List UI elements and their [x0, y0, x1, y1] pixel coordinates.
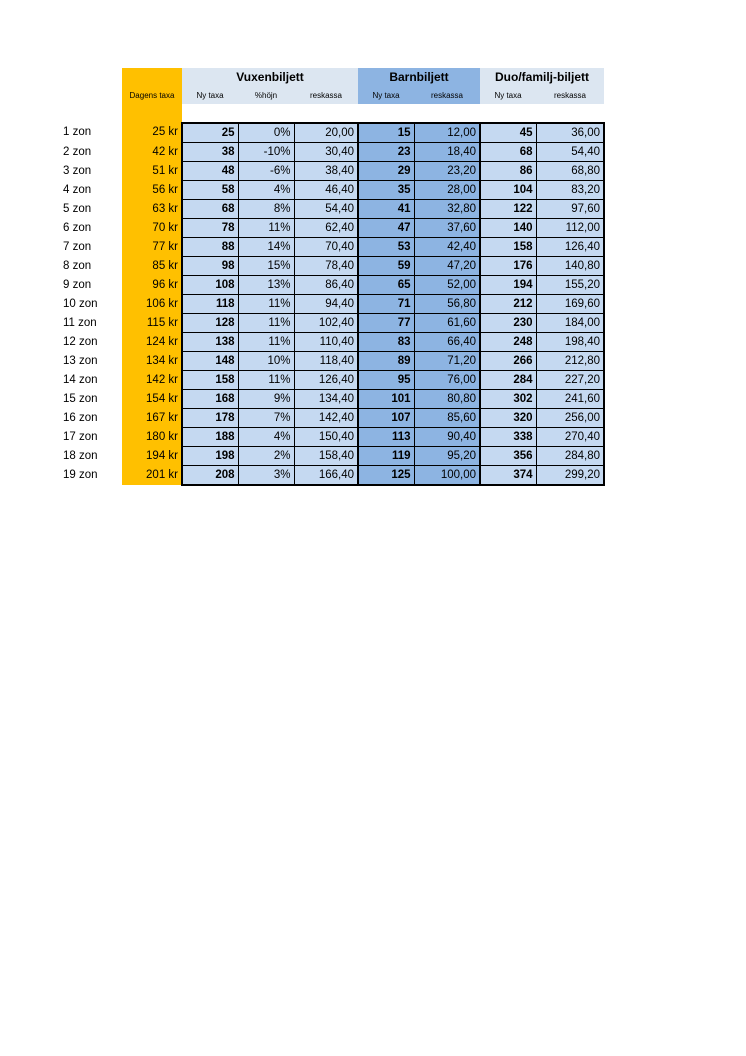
- child-new-fare: 29: [358, 162, 414, 181]
- table-row: [60, 428, 604, 447]
- duo-travel-fund: 83,20: [536, 181, 604, 200]
- adult-ticket-header: Vuxenbiljett: [182, 68, 358, 86]
- adult-increase-header: %höjn: [238, 86, 294, 104]
- adult-new-fare: 25: [182, 123, 238, 143]
- duo-travel-fund: 112,00: [536, 219, 604, 238]
- table-row: [60, 447, 604, 466]
- duo-travel-fund: 299,20: [536, 466, 604, 486]
- duo-new-fare: 338: [480, 428, 536, 447]
- adult-travel-fund: 38,40: [294, 162, 358, 181]
- sub-header-row: [60, 86, 604, 104]
- adult-new-fare: 48: [182, 162, 238, 181]
- child-new-fare: 77: [358, 314, 414, 333]
- child-travel-fund: 32,80: [414, 200, 480, 219]
- child-travel-fund: 37,60: [414, 219, 480, 238]
- duo-new-fare: 122: [480, 200, 536, 219]
- zone-label: 3 zon: [63, 164, 92, 177]
- duo-new-fare: 68: [480, 143, 536, 162]
- child-new-fare: 95: [358, 371, 414, 390]
- current-fare: 180 kr: [122, 428, 182, 447]
- child-new-fare: 125: [358, 466, 414, 486]
- table-row: [60, 162, 604, 181]
- adult-travel-fund: 110,40: [294, 333, 358, 352]
- adult-new-fare: 188: [182, 428, 238, 447]
- adult-travel-fund: 166,40: [294, 466, 358, 486]
- table-row: [60, 371, 604, 390]
- zone-label: 4 zon: [63, 183, 92, 196]
- zone-label: 2 zon: [63, 145, 92, 158]
- zone-label: 14 zon: [63, 373, 98, 386]
- zone-label: 7 zon: [63, 240, 92, 253]
- table-row: [60, 276, 604, 295]
- duo-travel-fund: 227,20: [536, 371, 604, 390]
- duo-travel-fund: 256,00: [536, 409, 604, 428]
- duo-new-fare: 140: [480, 219, 536, 238]
- duo-travel-fund: 184,00: [536, 314, 604, 333]
- adult-increase-pct: 14%: [238, 238, 294, 257]
- duo-new-fare: 158: [480, 238, 536, 257]
- adult-travel-fund: 70,40: [294, 238, 358, 257]
- current-fare: 115 kr: [122, 314, 182, 333]
- adult-new-fare: 88: [182, 238, 238, 257]
- current-fare: 42 kr: [122, 143, 182, 162]
- adult-travel-fund: 20,00: [294, 123, 358, 143]
- adult-increase-pct: 11%: [238, 333, 294, 352]
- duo-new-fare: 374: [480, 466, 536, 486]
- zone-label: 16 zon: [63, 411, 98, 424]
- adult-travel-fund: 126,40: [294, 371, 358, 390]
- duo-travel-fund: 212,80: [536, 352, 604, 371]
- child-travel-fund: 47,20: [414, 257, 480, 276]
- current-fare: 51 kr: [122, 162, 182, 181]
- adult-increase-pct: 4%: [238, 181, 294, 200]
- table-row: [60, 409, 604, 428]
- table-row: [60, 295, 604, 314]
- child-travel-fund: 52,00: [414, 276, 480, 295]
- current-fare: 85 kr: [122, 257, 182, 276]
- adult-new-fare: 148: [182, 352, 238, 371]
- adult-new-fare: 168: [182, 390, 238, 409]
- current-fare: 70 kr: [122, 219, 182, 238]
- adult-new-fare: 78: [182, 219, 238, 238]
- duo-new-fare: 302: [480, 390, 536, 409]
- adult-new-fare: 68: [182, 200, 238, 219]
- duo-new-fare: 212: [480, 295, 536, 314]
- zone-label: 12 zon: [63, 335, 98, 348]
- adult-travel-fund: 54,40: [294, 200, 358, 219]
- duo-new-fare-header: Ny taxa: [480, 86, 536, 104]
- zone-label: 11 zon: [63, 316, 97, 329]
- child-new-fare: 41: [358, 200, 414, 219]
- adult-travel-fund: 142,40: [294, 409, 358, 428]
- adult-new-fare: 98: [182, 257, 238, 276]
- adult-new-fare: 158: [182, 371, 238, 390]
- current-fare: 106 kr: [122, 295, 182, 314]
- adult-new-fare: 138: [182, 333, 238, 352]
- adult-increase-pct: 7%: [238, 409, 294, 428]
- duo-new-fare: 230: [480, 314, 536, 333]
- zone-label: 15 zon: [63, 392, 98, 405]
- blank-cell: [60, 68, 122, 86]
- zone-label: 9 zon: [63, 278, 92, 291]
- zone-label: 8 zon: [63, 259, 92, 272]
- adult-new-fare: 178: [182, 409, 238, 428]
- child-travel-fund: 18,40: [414, 143, 480, 162]
- child-new-fare: 119: [358, 447, 414, 466]
- current-fare: 96 kr: [122, 276, 182, 295]
- adult-new-fare: 38: [182, 143, 238, 162]
- child-travel-fund: 42,40: [414, 238, 480, 257]
- child-travel-fund: 90,40: [414, 428, 480, 447]
- duo-new-fare: 266: [480, 352, 536, 371]
- current-fare-header: Dagens taxa: [122, 86, 182, 104]
- zone-label: 6 zon: [63, 221, 92, 234]
- adult-new-fare: 118: [182, 295, 238, 314]
- child-new-fare: 23: [358, 143, 414, 162]
- table-row: [60, 352, 604, 371]
- adult-travel-fund: 102,40: [294, 314, 358, 333]
- duo-new-fare: 284: [480, 371, 536, 390]
- current-fare: 167 kr: [122, 409, 182, 428]
- child-new-fare: 15: [358, 123, 414, 143]
- child-travel-fund: 56,80: [414, 295, 480, 314]
- adult-increase-pct: -10%: [238, 143, 294, 162]
- child-new-fare-header: Ny taxa: [358, 86, 414, 104]
- table-row: [60, 200, 604, 219]
- adult-new-fare: 208: [182, 466, 238, 486]
- zone-label: 13 zon: [63, 354, 98, 367]
- table-row: [60, 314, 604, 333]
- adult-increase-pct: 9%: [238, 390, 294, 409]
- adult-new-fare: 58: [182, 181, 238, 200]
- child-new-fare: 89: [358, 352, 414, 371]
- blank-cell: [60, 86, 122, 104]
- child-new-fare: 53: [358, 238, 414, 257]
- zone-label: 18 zon: [63, 449, 98, 462]
- child-new-fare: 35: [358, 181, 414, 200]
- adult-travel-fund-header: reskassa: [294, 86, 358, 104]
- table-row: [60, 219, 604, 238]
- adult-new-fare-header: Ny taxa: [182, 86, 238, 104]
- table-row: [60, 123, 604, 143]
- current-fare: 134 kr: [122, 352, 182, 371]
- duo-travel-fund: 270,40: [536, 428, 604, 447]
- child-new-fare: 71: [358, 295, 414, 314]
- current-fare: 194 kr: [122, 447, 182, 466]
- current-fare: 56 kr: [122, 181, 182, 200]
- adult-new-fare: 198: [182, 447, 238, 466]
- adult-travel-fund: 46,40: [294, 181, 358, 200]
- duo-new-fare: 320: [480, 409, 536, 428]
- child-travel-fund: 85,60: [414, 409, 480, 428]
- duo-travel-fund: 36,00: [536, 123, 604, 143]
- current-fare: 154 kr: [122, 390, 182, 409]
- child-travel-fund: 95,20: [414, 447, 480, 466]
- adult-increase-pct: 3%: [238, 466, 294, 486]
- adult-increase-pct: 11%: [238, 295, 294, 314]
- child-travel-fund: 61,60: [414, 314, 480, 333]
- zone-label: 5 zon: [63, 202, 92, 215]
- duo-travel-fund: 126,40: [536, 238, 604, 257]
- child-travel-fund: 80,80: [414, 390, 480, 409]
- child-travel-fund: 28,00: [414, 181, 480, 200]
- duo-travel-fund-header: reskassa: [536, 86, 604, 104]
- duo-travel-fund: 97,60: [536, 200, 604, 219]
- child-travel-fund: 100,00: [414, 466, 480, 486]
- current-fare: 124 kr: [122, 333, 182, 352]
- duo-new-fare: 104: [480, 181, 536, 200]
- current-fare: 63 kr: [122, 200, 182, 219]
- adult-new-fare: 108: [182, 276, 238, 295]
- adult-travel-fund: 78,40: [294, 257, 358, 276]
- fare-table: [60, 68, 605, 486]
- child-travel-fund: 12,00: [414, 123, 480, 143]
- group-header-row: [60, 68, 604, 86]
- table-row: [60, 390, 604, 409]
- child-new-fare: 113: [358, 428, 414, 447]
- zone-label: 19 zon: [63, 468, 98, 481]
- adult-new-fare: 128: [182, 314, 238, 333]
- spacer-row: [60, 104, 604, 123]
- duo-travel-fund: 284,80: [536, 447, 604, 466]
- current-fare: 77 kr: [122, 238, 182, 257]
- duo-new-fare: 356: [480, 447, 536, 466]
- duo-new-fare: 45: [480, 123, 536, 143]
- adult-increase-pct: 15%: [238, 257, 294, 276]
- duo-travel-fund: 155,20: [536, 276, 604, 295]
- adult-increase-pct: 11%: [238, 371, 294, 390]
- duo-new-fare: 86: [480, 162, 536, 181]
- table-row: [60, 143, 604, 162]
- child-travel-fund: 66,40: [414, 333, 480, 352]
- adult-increase-pct: 10%: [238, 352, 294, 371]
- duo-travel-fund: 140,80: [536, 257, 604, 276]
- duo-travel-fund: 241,60: [536, 390, 604, 409]
- adult-travel-fund: 30,40: [294, 143, 358, 162]
- adult-travel-fund: 62,40: [294, 219, 358, 238]
- current-fare: 25 kr: [122, 123, 182, 143]
- adult-increase-pct: 2%: [238, 447, 294, 466]
- zone-label: 17 zon: [63, 430, 98, 443]
- adult-travel-fund: 134,40: [294, 390, 358, 409]
- adult-travel-fund: 118,40: [294, 352, 358, 371]
- duo-travel-fund: 198,40: [536, 333, 604, 352]
- duo-travel-fund: 68,80: [536, 162, 604, 181]
- child-travel-fund-header: reskassa: [414, 86, 480, 104]
- adult-increase-pct: 11%: [238, 314, 294, 333]
- child-new-fare: 83: [358, 333, 414, 352]
- child-new-fare: 107: [358, 409, 414, 428]
- duo-family-ticket-header: Duo/familj-biljett: [480, 68, 604, 86]
- current-fare-header-top: [122, 68, 182, 86]
- child-new-fare: 47: [358, 219, 414, 238]
- duo-travel-fund: 169,60: [536, 295, 604, 314]
- zone-label: 1 zon: [63, 126, 92, 139]
- adult-increase-pct: 8%: [238, 200, 294, 219]
- adult-travel-fund: 94,40: [294, 295, 358, 314]
- child-travel-fund: 23,20: [414, 162, 480, 181]
- duo-new-fare: 248: [480, 333, 536, 352]
- table-row: [60, 466, 604, 486]
- table-row: [60, 257, 604, 276]
- current-fare: 142 kr: [122, 371, 182, 390]
- duo-new-fare: 194: [480, 276, 536, 295]
- child-new-fare: 65: [358, 276, 414, 295]
- adult-increase-pct: 4%: [238, 428, 294, 447]
- table-row: [60, 333, 604, 352]
- table-row: [60, 181, 604, 200]
- current-fare: 201 kr: [122, 466, 182, 486]
- adult-increase-pct: 13%: [238, 276, 294, 295]
- adult-travel-fund: 150,40: [294, 428, 358, 447]
- child-new-fare: 59: [358, 257, 414, 276]
- child-travel-fund: 76,00: [414, 371, 480, 390]
- adult-travel-fund: 158,40: [294, 447, 358, 466]
- adult-increase-pct: -6%: [238, 162, 294, 181]
- child-ticket-header: Barnbiljett: [358, 68, 480, 86]
- zone-label: 10 zon: [63, 297, 98, 310]
- adult-travel-fund: 86,40: [294, 276, 358, 295]
- child-travel-fund: 71,20: [414, 352, 480, 371]
- duo-new-fare: 176: [480, 257, 536, 276]
- duo-travel-fund: 54,40: [536, 143, 604, 162]
- child-new-fare: 101: [358, 390, 414, 409]
- adult-increase-pct: 0%: [238, 123, 294, 143]
- table-row: [60, 238, 604, 257]
- adult-increase-pct: 11%: [238, 219, 294, 238]
